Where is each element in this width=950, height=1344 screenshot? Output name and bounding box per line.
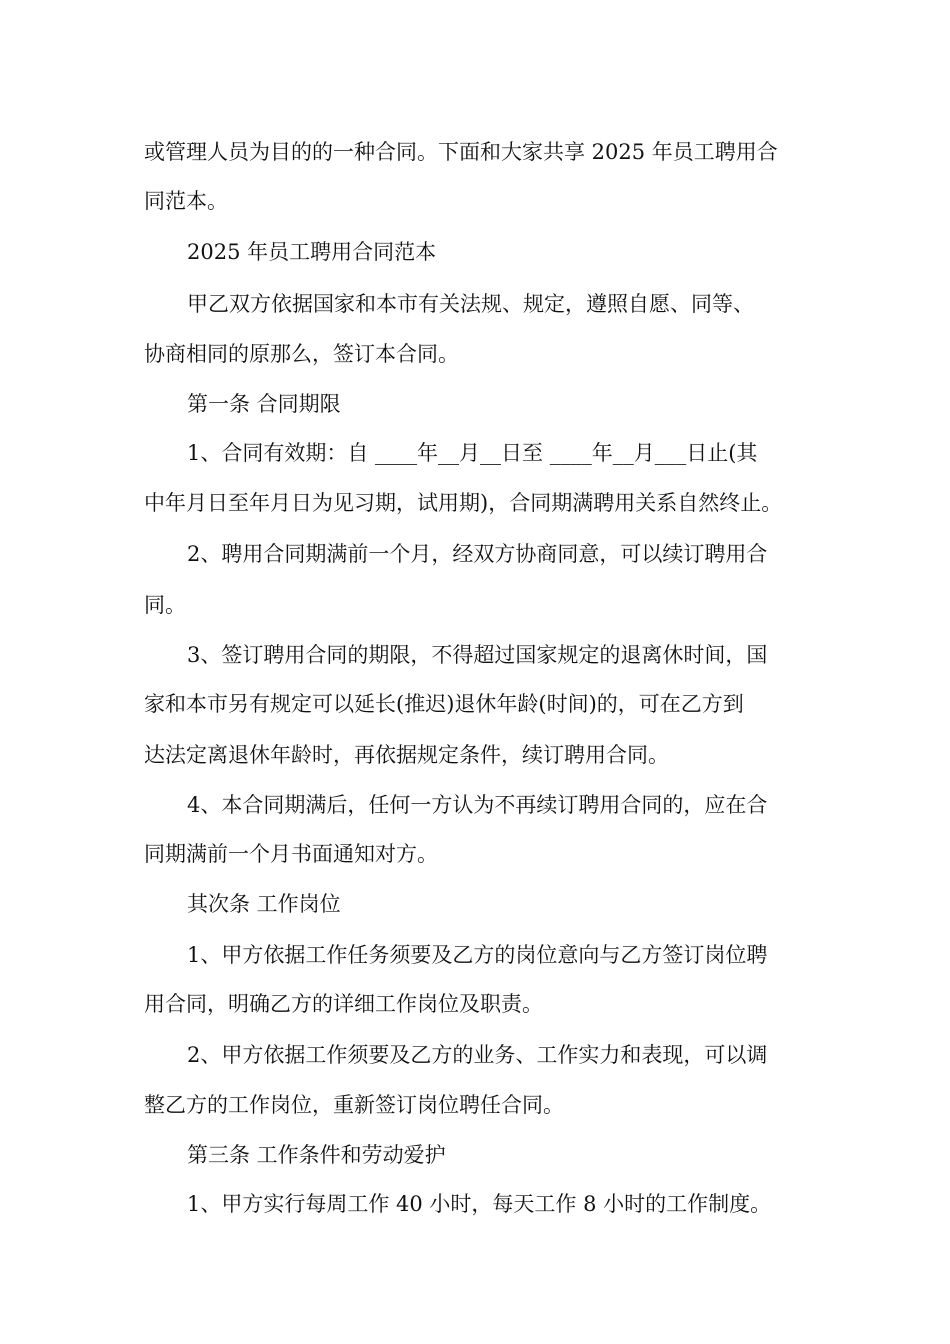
text-line-9: 2、聘用合同期满前一个月，经双方协商同意，可以续订聘用合: [187, 542, 768, 566]
text-line-11: 3、签订聘用合同的期限，不得超过国家规定的退离休时间，国: [187, 643, 768, 667]
text-line-22: 1、甲方实行每周工作 40 小时，每天工作 8 小时的工作制度。: [187, 1192, 772, 1216]
text-line-4: 甲乙双方依据国家和本市有关法规、规定，遵照自愿、同等、: [187, 292, 754, 316]
article-3-heading: 第三条 工作条件和劳动爱护: [187, 1143, 446, 1167]
text-line-10: 同。: [144, 593, 186, 617]
text-line-14: 4、本合同期满后，任何一方认为不再续订聘用合同的，应在合: [187, 793, 768, 817]
text-line-8: 中年月日至年月日为见习期，试用期)，合同期满聘用关系自然终止。: [144, 491, 783, 515]
section-title: 2025 年员工聘用合同范本: [187, 240, 437, 264]
text-line-7: 1、合同有效期：自 ____年__月__日至 ____年__月___日止(其: [187, 441, 758, 465]
article-2-heading: 其次条 工作岗位: [187, 892, 341, 916]
text-line-18: 用合同，明确乙方的详细工作岗位及职责。: [144, 992, 543, 1016]
text-line-15: 同期满前一个月书面通知对方。: [144, 842, 438, 866]
text-line-12: 家和本市另有规定可以延长(推迟)退休年龄(时间)的，可在乙方到: [144, 692, 744, 716]
text-line-1: 或管理人员为目的的一种合同。下面和大家共享 2025 年员工聘用合: [144, 140, 778, 164]
article-1-heading: 第一条 合同期限: [187, 392, 341, 416]
text-line-13: 达法定离退休年龄时，再依据规定条件，续订聘用合同。: [144, 743, 669, 767]
text-line-5: 协商相同的原那么，签订本合同。: [144, 342, 459, 366]
text-line-2: 同范本。: [144, 189, 228, 213]
text-line-20: 整乙方的工作岗位，重新签订岗位聘任合同。: [144, 1093, 564, 1117]
text-line-19: 2、甲方依据工作须要及乙方的业务、工作实力和表现，可以调: [187, 1043, 768, 1067]
text-line-17: 1、甲方依据工作任务须要及乙方的岗位意向与乙方签订岗位聘: [187, 943, 768, 967]
